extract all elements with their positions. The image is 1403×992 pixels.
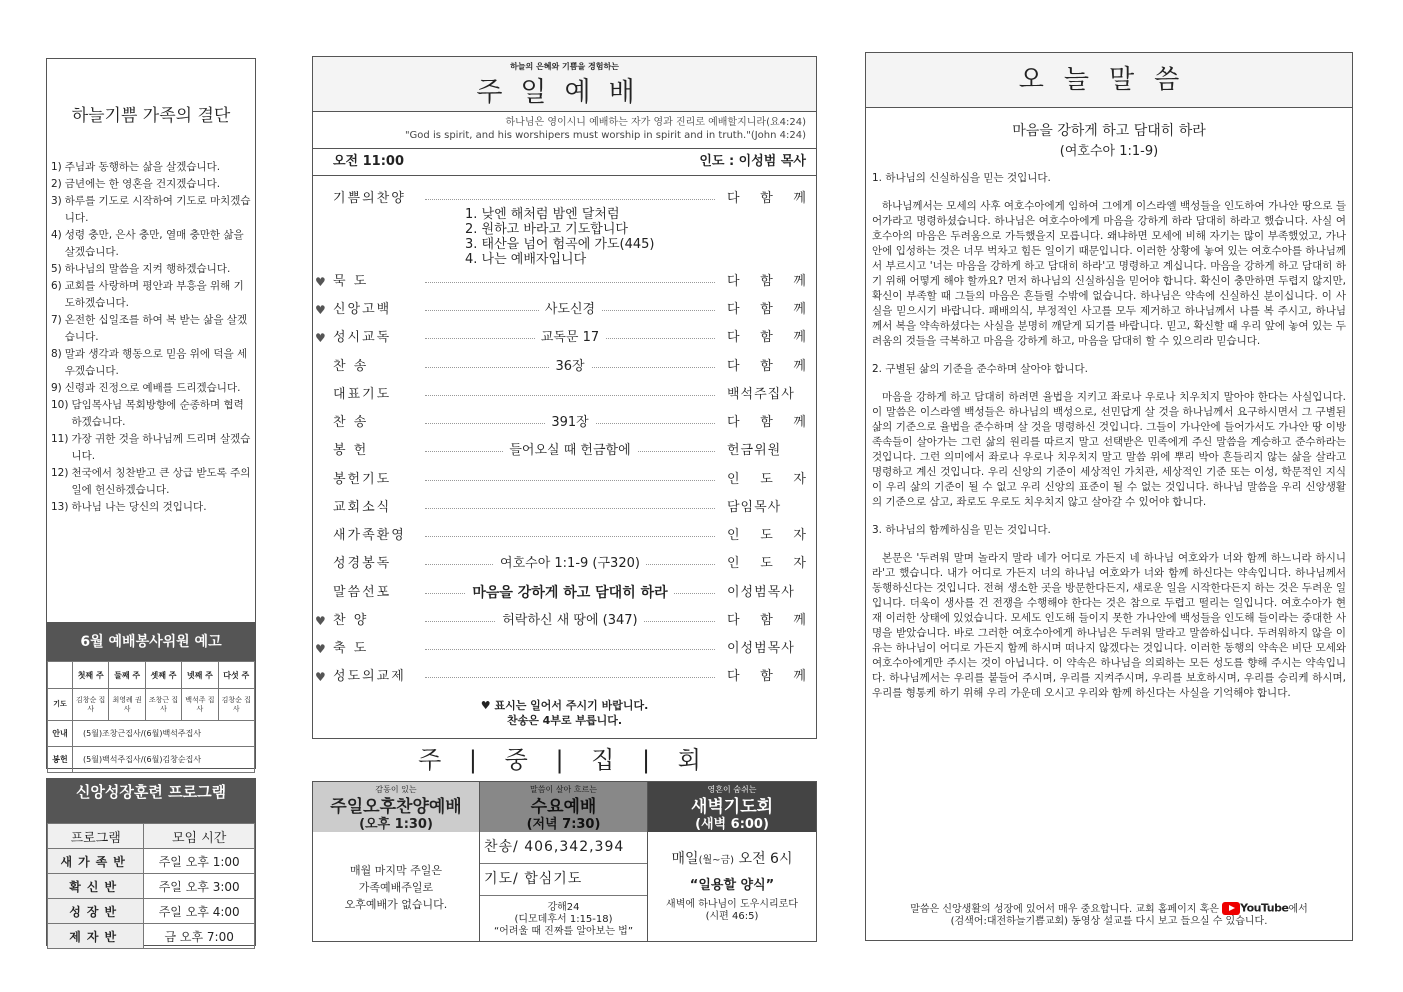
order-item-person: 다 함 께 [727,330,807,345]
program-time: 금 오후 7:00 [144,924,255,949]
order-item-person: 다 함 께 [727,302,807,317]
order-item-name: 새가족환영 [333,528,406,543]
order-item-content-text: 사도신경 [539,302,601,317]
order-row [313,296,816,324]
covenant-title: 하늘기쁨 가족의 결단 [71,106,231,126]
dotted-leader [425,480,715,481]
hymn-note: 찬송은 4부로 부릅니다. [506,714,623,727]
covenant-panel [46,58,256,623]
worship-leader: 인도 : 이성범 목사 [699,154,806,169]
program-time: 주일 오후 4:00 [144,899,255,924]
covenant-item-text: 천국에서 칭찬받고 큰 상급 받도록 주의 일에 헌신하겠습니다. [71,467,251,496]
dawn-day-range: (월~금) [698,855,735,866]
order-item-name: 찬 송 [333,359,369,374]
sermon-header: 오늘말씀 [866,53,1352,108]
offer-cell: (5월)백석주집사/(6월)김창순집사 [73,747,255,773]
order-row [313,579,816,607]
heart-icon: ♥ [315,670,326,684]
week-header: 첫째 주 [73,662,109,689]
meetings-title: 주 | 중 | 집 | 회 [418,746,711,774]
meeting-prayer: 기도/ 합심기도 [480,864,647,896]
covenant-item-number: 9) [51,382,62,394]
worship-time: 오전 11:00 [333,154,405,169]
covenant-item [51,431,251,465]
meeting-header [648,782,816,832]
offer-label: 봉헌 [48,747,73,773]
servants-panel [46,623,256,769]
praise-song-list [465,207,654,267]
footer-text: 에서 [1288,904,1308,915]
sermon-point-heading: 1. 하나님의 신실하심을 믿는 것입니다. [872,172,1051,184]
order-item-person: 다 함 께 [727,415,807,430]
sermon-paragraph: 본문은 '두려워 말며 놀라지 말라 네가 어디로 가든지 네 하나님 여호와가 너와 함께 하느니라 하시니라'고 했습니다. 내가 어디로 가든지 너의 하나님 여호와가 너와 함께 하신다는 약속입니다. 하나님께서 동행하신다는 것입니다. 전혀 생소한 곳을 방문한다든지, 새로운 일을 시작한다든지 하는 것은 두려운 일입니다. 더욱이 생사를 건 전쟁을 수행해야 한다는 것은 참으로 두렵고 떨리는 일입니다. 여호수아가 현재 이러한 상태에 있었습니다. 모세도 인도해 들이지 못한 가나안에 백성들을 인도해 들이라는 중대한 사명을 받았습니다. 바로 그러한 여호수아에게 하나님은 두려워 말라고 말씀하십니다. 두려워하지 않을 이유는 하나님이 어디로 가든지 함께 하시며 떠나지 않겠다는 것입니다. 이러한 동행의 약속은 비단 모세와 여호수아에게만 주시는 것이 아닙니다. 이 약속은 하나님을 의뢰하는 모든 성도를 향해 주시는 약속입니다. 하나님께서는 우리를 붙들어 주시며, 우리를 지켜주시며, 우리를 보호하시며, 우리를 승리케 하시며, 우리를 형통케 하기 위해 우리 가운데 오시고 우리와 함께 하신다는 사실을 기억해야 합니다. [872,552,1346,699]
order-item-name: 축 도 [333,641,369,656]
footer-text: (검색어:대전하늘기쁨교회) 동영상 설교를 다시 보고 들으실 수 있습니다. [950,916,1268,927]
order-item-name: 교회소식 [333,500,392,515]
meeting-dawn-prayer [648,782,816,941]
dawn-reference [648,893,816,923]
sermon-paragraph: 마음을 강하게 하고 담대히 하려면 율법을 지키고 좌로나 우로나 치우치지 말아야 한다는 사실입니다. 이 말씀은 이스라엘 백성들은 하나님의 백성으로, 선민답게 살 것을 하나님께서 요구하시면서 그 구별된 삶의 기준으로 율법을 준수하며 살 것을 명령하신 것입니다. 그들이 가나안에 들어가서도 가나안 땅 이방 족속들이 살아가는 그런 삶의 원리를 따르지 말고 선택받은 민족에게 주신 말씀을 계승하고 준수하라는 것입니다. 그런 의미에서 좌로나 우로나 치우치지 말고 말씀 위에 뿌리 박아 흔들리지 않는 삶을 살라고 명령하고 계신 것입니다. 우리 신앙의 기준이 세상적인 가치관, 세상적인 기준 또는 이성, 학문적인 지식이 우리 삶의 기준이 될 수 없고 우리 신앙의 표준이 될 수 없는 것입니다. 하나님 말씀을 우리 신앙생활의 기준으로 삼고, 좌로도 우로도 치우치지 않고 살아갈 수 있어야 합니다. [872,391,1346,508]
order-item-content [425,324,715,352]
meeting-name: 수요예배 [530,797,597,817]
praise-song: 1. 낮엔 해처럼 밤엔 달처럼 [465,207,620,222]
guide-cell: (5월)조창근집사/(6월)백석주집사 [73,721,255,747]
worship-title: 주일예배 [476,77,653,108]
order-item-name: 성시교독 [333,330,392,345]
servants-title: 6월 예배봉사위원 예고 [47,624,255,661]
lecture-line: 강해24 [547,902,580,913]
covenant-item-text: 가장 귀한 것을 하나님께 드리며 살겠습니다. [71,433,251,462]
covenant-item-number: 13) [51,501,69,513]
covenant-list [51,159,251,516]
order-item-content [425,437,715,465]
covenant-item-text: 하나님의 말씀을 지켜 행하겠습니다. [64,263,231,275]
order-row [313,437,816,465]
pray-cell: 김창순 집사 [218,689,254,721]
praise-song: 3. 태산을 넘어 험곡에 가도(445) [465,237,655,252]
meeting-subtitle: 영혼이 숨쉬는 [707,785,757,794]
order-item-content-text: 마음을 강하게 하고 담대히 하라 [466,585,673,601]
order-item-content-text: 들어오실 때 헌금함에 [503,443,636,458]
covenant-item [51,346,251,380]
covenant-item [51,159,251,176]
guide-label: 안내 [48,721,73,747]
covenant-item [51,176,251,193]
training-title [47,779,255,823]
order-item-person: 이성범목사 [727,585,795,600]
meeting-time: (저녁 7:30) [526,817,601,832]
dawn-time: 오전 6시 [738,851,793,867]
order-item-content [425,550,715,578]
meeting-name: 주일오후찬양예배 [330,797,462,817]
meeting-header [480,782,647,832]
sermon-reference: (여호수아 1:1-9) [1059,144,1159,159]
covenant-item [51,465,251,499]
covenant-item-text: 성령 충만, 은사 충만, 열매 충만한 삶을 살겠습니다. [64,229,244,258]
program-time: 주일 오후 3:00 [144,874,255,899]
verse-english: "God is spirit, and his worshipers must worship in spirit and in truth."(John 4:24) [404,130,806,141]
order-item-name: 기쁨의찬양 [333,191,406,206]
covenant-item [51,278,251,312]
sermon-point-heading: 3. 하나님의 함께하심을 믿는 것입니다. [872,524,1051,536]
dotted-leader [425,282,715,283]
order-item-name: 말씀선포 [333,585,392,600]
order-item-name: 성도의교제 [333,669,406,684]
covenant-item-text: 금년에는 한 영혼을 건지겠습니다. [64,178,221,190]
order-row [313,663,816,691]
covenant-item-number: 7) [51,314,62,326]
youtube-play-icon [1222,902,1240,915]
order-item-person: 헌금위원 [727,443,782,458]
covenant-item-number: 2) [51,178,62,190]
worship-info-bar [313,148,816,176]
order-item-person: 인 도 자 [727,472,807,487]
dotted-leader [425,677,715,678]
order-row [313,409,816,437]
dotted-leader [425,508,715,509]
sermon-point-heading: 2. 구별된 삶의 기준을 준수하며 살아야 합니다. [872,363,1088,375]
program-name: 제자반 [48,924,144,949]
worship-panel [312,56,817,739]
sermon-text [872,171,1346,714]
pray-cell: 조창근 집사 [145,689,181,721]
worship-note [313,698,816,728]
training-panel [46,778,256,946]
order-item-content-text: 36장 [549,359,590,374]
covenant-item [51,193,251,227]
sermon-footer [872,902,1346,928]
dotted-leader [425,395,715,396]
sermon-title: 마음을 강하게 하고 담대히 하라 [1012,123,1206,139]
training-table [47,823,255,949]
order-item-name: 찬 양 [333,613,369,628]
order-item-content [425,296,715,324]
dotted-leader [425,536,715,537]
training-col-time: 모임 시간 [144,824,255,849]
covenant-item-number: 4) [51,229,62,241]
order-row [313,268,816,296]
order-item-name: 성경봉독 [333,556,392,571]
dotted-leader [425,649,715,650]
order-item-content [425,607,715,635]
footer-text: 말씀은 신앙생활의 성장에 있어서 매우 중요합니다. 교회 홈페이지 혹은 [910,904,1219,915]
heart-icon: ♥ [315,331,326,345]
covenant-item-number: 5) [51,263,62,275]
order-item-name: 묵 도 [333,274,369,289]
order-row [313,324,816,352]
dawn-theme: “일용할 양식” [689,878,775,893]
meeting-subtitle: 말씀이 살아 흐르는 [530,785,597,794]
covenant-item-text: 말과 생각과 행동으로 믿음 위에 덕을 세우겠습니다. [64,348,248,377]
order-item-content-text: 허락하신 새 땅에 (347) [496,613,643,628]
order-item-content-text: 391장 [545,415,594,430]
meeting-name: 새벽기도회 [690,797,774,817]
lecture-line: “어려울 때 진짜를 알아보는 법” [494,926,633,937]
order-item-person: 다 함 께 [727,359,807,374]
order-item-person: 담임목사 [727,500,782,515]
pray-cell: 최영례 권사 [109,689,145,721]
program-name: 새가족반 [48,849,144,874]
week-header: 둘째 주 [109,662,145,689]
order-item-person: 이성범목사 [727,641,795,656]
pray-cell: 백석주 집사 [182,689,218,721]
stand-note: ♥ 표시는 일어서 주시기 바랍니다. [480,699,649,712]
youtube-label: YouTube [1240,901,1289,915]
pray-label: 기도 [48,689,73,721]
covenant-item-number: 3) [51,195,62,207]
week-header: 다섯 주 [218,662,254,689]
order-item-person: 인 도 자 [727,528,807,543]
covenant-item-number: 12) [51,467,69,479]
meeting-sunday-afternoon [313,782,480,941]
order-item-content [425,409,715,437]
training-title-text: 신앙성장훈련 프로그램 [75,783,227,801]
youtube-logo[interactable] [1222,902,1288,916]
praise-song: 2. 원하고 바라고 기도합니다 [465,222,628,237]
meetings-panel [312,781,817,942]
meeting-time: (새벽 6:00) [695,817,769,832]
dotted-leader [425,199,715,200]
week-header: 셋째 주 [145,662,181,689]
verse-korean: 하나님은 영이시니 예배하는 자가 영과 진리로 예배할지니라(요4:24) [505,117,806,128]
order-item-person: 다 함 께 [727,274,807,289]
covenant-item [51,499,251,516]
order-item-name: 봉 헌 [333,443,369,458]
order-item-name: 신앙고백 [333,302,392,317]
lecture-line: (디모데후서 1:15-18) [514,914,613,925]
meeting-lecture [480,896,647,938]
sermon-panel [865,52,1353,941]
order-item-content [425,579,715,608]
covenant-item-number: 11) [51,433,69,445]
order-row [313,494,816,522]
covenant-item [51,397,251,431]
covenant-item-text: 주님과 동행하는 삶을 살겠습니다. [64,161,221,173]
order-row [313,466,816,494]
order-row [313,522,816,550]
program-name: 성장반 [48,899,144,924]
worship-header [313,57,816,112]
praise-song: 4. 나는 예배자입니다 [465,252,587,267]
covenant-item-text: 온전한 십일조를 하여 복 받는 삶을 살겠습니다. [64,314,248,343]
order-row [313,381,816,409]
order-item-person: 백석주집사 [727,387,795,402]
order-item-content-text: 교독문 17 [535,330,605,345]
order-row [313,635,816,663]
covenant-item-text: 하루를 기도로 시작하여 기도로 마치겠습니다. [64,195,251,224]
covenant-item-text: 담임목사님 목회방향에 순종하며 협력하겠습니다. [71,399,244,428]
covenant-item-number: 6) [51,280,62,292]
meeting-time: (오후 1:30) [359,817,433,832]
dawn-ref-line: (시편 46:5) [705,911,759,922]
training-col-program: 프로그램 [48,824,144,849]
order-item-person: 다 함 께 [727,669,807,684]
order-item-person: 인 도 자 [727,556,807,571]
order-row [313,353,816,381]
covenant-item-number: 8) [51,348,62,360]
order-item-content [425,353,715,381]
covenant-item [51,261,251,278]
sermon-paragraph: 하나님께서는 모세의 사후 여호수아에게 임하여 그에게 이스라엘 백성들을 인도하여 가나안 땅으로 들어가라고 명령하셨습니다. 하나님은 여호수아에게 마음을 강하게 하라 담대히 하라고 했습니다. 사실 여호수아의 마음은 두려움으로 가득했을지 모릅니다. 왜냐하면 모세에 비해 자기는 많이 부족했었고, 가나안에 입성하는 것은 너무 벅차고 힘든 일이기 때문입니다. 이러한 상황에 놓여 있는 여호수아를 하나님께서 부르시고 '너는 마음을 강하게 하고 담대히 하라'고 명령하고 계십니다. 마음을 강하게 하고 담대히 하기 위해 어떻게 해야 할까요? 먼저 하나님의 신실하심을 믿어야 합니다. 확신이 충만하면 두렵지 않지만, 확신이 부족할 때 그들의 마음은 흔들릴 수밖에 없습니다. 하나님은 약속에 신실하신 분이십니다. 이 사실을 믿으시기 바랍니다. 패배의식, 부정적인 사고를 모두 제거하고 하나님께서 나를 복 주시고, 하나님께서 복을 약속하셨다는 사실을 분명히 깨닫게 되기를 바랍니다. 믿고, 확신할 때 우리 앞에 놓여 있는 두려움의 것들을 극복하고 마음을 강하게 하고, 마음을 담대히 할 수 있으리라 믿습니다. [872,200,1346,347]
pray-cell: 김창순 집사 [73,689,109,721]
week-header: 넷째 주 [182,662,218,689]
heart-icon: ♥ [315,275,326,289]
covenant-item-text: 하나님 나는 당신의 것입니다. [71,501,207,513]
covenant-item [51,380,251,397]
covenant-item-number: 10) [51,399,69,411]
covenant-item [51,312,251,346]
heart-icon: ♥ [315,614,326,628]
program-time: 주일 오후 1:00 [144,849,255,874]
heart-icon: ♥ [315,642,326,656]
order-item-name: 찬 송 [333,415,369,430]
servants-corner [48,662,73,689]
dawn-schedule [648,832,816,868]
dawn-ref-line: 새벽에 하나님이 도우시리로다 [666,899,798,910]
servants-table [47,661,255,773]
dawn-day: 매일 [671,851,699,867]
order-item-name: 대표기도 [333,387,392,402]
meeting-note-line: 가족예배주일로 [358,881,434,894]
order-item-person: 다 함 께 [727,613,807,628]
order-row [313,550,816,578]
covenant-item-number: 1) [51,161,62,173]
meeting-wednesday [480,782,648,941]
meeting-note-line: 매월 마지막 주일은 [349,864,442,877]
meeting-hymn: 찬송/ 406,342,394 [480,832,647,864]
meeting-note-line: 오후예배가 없습니다. [344,898,448,911]
order-item-content-text: 여호수아 1:1-9 (구320) [494,556,646,571]
order-item-name: 봉헌기도 [333,472,392,487]
meeting-header [313,782,479,832]
order-row [313,607,816,635]
worship-verse [313,112,816,148]
covenant-item [51,227,251,261]
program-name: 확신반 [48,874,144,899]
order-item-person: 다 함 께 [727,191,807,206]
meeting-subtitle: 감동이 있는 [375,785,417,794]
covenant-item-text: 교회를 사랑하며 평안과 부흥을 위해 기도하겠습니다. [64,280,244,309]
worship-subtitle: 하늘의 은혜와 기쁨을 경험하는 [510,62,619,71]
meeting-body [313,832,479,913]
covenant-item-text: 신령과 진정으로 예배를 드리겠습니다. [64,382,241,394]
heart-icon: ♥ [315,303,326,317]
